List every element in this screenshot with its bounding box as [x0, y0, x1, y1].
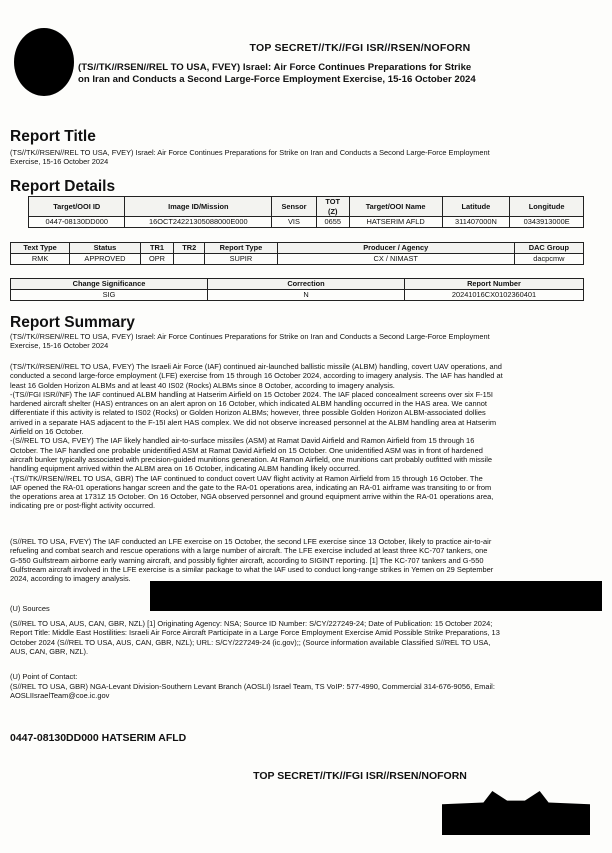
table-header: TOT (Z) [316, 197, 349, 217]
report-title-line-1: (TS//TK//RSEN//REL TO USA, FVEY) Israel: Air Force Continues Preparations for Strike on Iran and Conducts a Second Large-Force Employment [10, 148, 490, 157]
table-header: Latitude [442, 197, 510, 217]
report-title-heading: Report Title [10, 128, 96, 145]
text-line: October 2024 (S//REL TO USA, AUS, CAN, GBR, NZL); URL: S/CY/227249-24 (ic.gov);; (Source information available Classified S//REL TO USA, [10, 637, 491, 647]
summary-title-line-1: (TS//TK//RSEN//REL TO USA, FVEY) Israel: Air Force Continues Preparations for Strike on Iran and Conducts a Second Large-Force Employment [10, 332, 490, 341]
text-line: IAF opened the RA-01 operations hangar screen and the gate to the RA-01 operations area, indicating an RA-01 airframe was transiting to or from [10, 482, 492, 492]
poc-label: (U) Point of Contact: [10, 672, 78, 681]
table-cell: SUPIR [205, 254, 278, 265]
table-header: TR2 [174, 243, 205, 254]
table-cell: 0655 [316, 217, 349, 228]
redaction-blot [14, 28, 74, 96]
text-line: (TS//TK//RSEN//REL TO USA, FVEY) The Israeli Air Force (IAF) continued air-launched ballistic missile (ALBM) handling, covert UAV operations, and [10, 362, 502, 371]
text-line: (S//REL TO USA, FVEY) The IAF conducted an LFE exercise on 15 October, the second LFE exercise since 13 October, likely to practice air-to-air [10, 537, 492, 546]
text-line: handling equipment arrived within the ALBM area on 16 October, indicating ALBM handling likely occurred. [10, 464, 361, 474]
table-header-row [11, 243, 584, 254]
table-header: Text Type [11, 243, 70, 254]
details-table-1 [28, 196, 584, 228]
text-line: Report Title: Middle East Hostilities: Israeli Air Force Aircraft Participate in a Large Force Employment Exercise Amid Possible Strike Preparations, 13 [10, 628, 500, 638]
summary-title-line-2: Exercise, 15-16 October 2024 [10, 341, 109, 351]
text-line: the operations area at 1731Z 15 October. On 16 October, NGA observed personnel and ground equipment arrive within the RA-01 operations area, [10, 492, 494, 502]
table-cell: 16OCT24221305088000E000 [125, 217, 272, 228]
text-line: Gulfstream aircraft involved in the LFE exercise is a similar package to what the IAF used to conduct long-range strikes in Yemen on 29 September [10, 564, 494, 574]
classification-banner-top: TOP SECRET//TK//FGI ISR//RSEN/NOFORN [249, 42, 471, 54]
text-line: -(TS//TK//RSEN//REL TO USA, GBR) The IAF continued to conduct covert UAV flight activity at Ramon Airfield from 15 through 16 October. The [10, 473, 483, 483]
table-header: Target/OOI ID [29, 197, 125, 217]
table-row [29, 217, 584, 228]
headline-line-1: (TS//TK//RSEN//REL TO USA, FVEY) Israel: Air Force Continues Preparations for Strike [78, 62, 472, 73]
text-line: (S//REL TO USA, AUS, CAN, GBR, NZL) [1] Originating Agency: NSA; Source ID Number: S/CY/227249-24; Date of Publication: 15 October 2024; [10, 619, 493, 628]
table-cell: 0343913000E [510, 217, 584, 228]
text-line: arrived in a separate HAS adjacent to the F-15I alert HAS complex. We did not observe increased personnel at the ALBM handling area at Hatserim [10, 417, 497, 427]
table-header: Report Number [405, 279, 584, 290]
summary-paragraph-1 [10, 362, 602, 511]
details-table-3 [10, 278, 584, 301]
headline [78, 62, 548, 86]
target-footer-id: 0447-08130DD000 HATSERIM AFLD [10, 732, 187, 744]
sources-label: (U) Sources [10, 604, 50, 613]
text-line: least 16 Golden Horizon ALBMs and at least 40 IS02 (Rocks) ALBMs since 8 October, according to imagery analysis. [10, 380, 395, 390]
table-cell: OPR [140, 254, 174, 265]
text-line: October. The IAF handled one probable unidentified ASM at Ramat David Airfield on 15 October. One unidentified ASM was in front of hardened [10, 445, 483, 455]
summary-paragraph-2 [10, 537, 602, 583]
text-line: Airfield on 16 October. [10, 427, 84, 437]
table-cell: N [208, 290, 405, 301]
details-table-2 [10, 242, 584, 265]
text-line: -(TS//FGI ISR//NF) The IAF continued ALBM handling at Hatserim Airfield on 15 October 2024. The IAF placed concealment screens over six F-15I [10, 389, 493, 399]
classification-banner-bottom: TOP SECRET//TK//FGI ISR//RSEN/NOFORN [253, 770, 467, 782]
text-line: AOSLIIsraelTeam@coe.ic.gov [10, 691, 110, 701]
text-line: hardened aircraft shelter (HAS) entrances on an alert apron on 16 October, which indicated ALBM handling occurred in the HAS area. We cannot [10, 399, 487, 409]
table-cell: HATSERIM AFLD [349, 217, 442, 228]
text-line: AUS, CAN, GBR, NZL). [10, 646, 89, 656]
table-header: TR1 [140, 243, 174, 254]
report-title-line-2: Exercise, 15-16 October 2024 [10, 157, 109, 167]
text-line: 2024, according to imagery analysis. [10, 574, 131, 584]
table-cell: VIS [272, 217, 317, 228]
redaction-stamp [442, 791, 590, 835]
table-cell: CX / NIMAST [277, 254, 514, 265]
table-cell: APPROVED [70, 254, 140, 265]
table-header: Sensor [272, 197, 317, 217]
table-header: Producer / Agency [277, 243, 514, 254]
table-header-row [29, 197, 584, 217]
table-header: Longitude [510, 197, 584, 217]
report-summary-heading: Report Summary [10, 314, 135, 331]
table-cell: SIG [11, 290, 208, 301]
headline-line-2: on Iran and Conducts a Second Large-Force Employment Exercise, 15-16 October 2024 [78, 74, 476, 85]
table-header-row [11, 279, 584, 290]
text-line: (S//REL TO USA, GBR) NGA-Levant Division-Southern Levant Branch (AOSLI) Israel Team, TS VoIP: 577-4990, Commercial 314-676-9056, Email: [10, 682, 495, 691]
table-cell: 311407000N [442, 217, 510, 228]
text-line: conducted a second large-force employment (LFE) exercise from 15 through 16 October 2024, according to imagery analysis. The IAF has handled at [10, 371, 503, 381]
text-line: indicating pre or post-flight activity occurred. [10, 501, 156, 511]
text-line: -(S//REL TO USA, FVEY) The IAF likely handled air-to-surface missiles (ASM) at Ramat David Airfield and Ramon Airfield from 15 through 16 [10, 436, 475, 446]
table-header: Change Significance [11, 279, 208, 290]
report-summary-title [10, 332, 602, 351]
table-cell [174, 254, 205, 265]
table-header: Status [70, 243, 140, 254]
table-cell: 0447-08130DD000 [29, 217, 125, 228]
sources-text [10, 619, 602, 656]
table-row [11, 254, 584, 265]
table-header: Target/OOI Name [349, 197, 442, 217]
report-title-text [10, 148, 602, 167]
table-header: Report Type [205, 243, 278, 254]
table-cell: dacpcmw [514, 254, 583, 265]
table-header: Correction [208, 279, 405, 290]
table-header: DAC Group [514, 243, 583, 254]
table-row [11, 290, 584, 301]
report-details-heading: Report Details [10, 178, 116, 195]
text-line: refueling and combat search and rescue operations with a large number of aircraft. The LFE exercise included at least three KC-707 tankers, one [10, 546, 488, 556]
table-cell: RMK [11, 254, 70, 265]
text-line: aircraft bunker typically associated with precision-guided munitions generation. At Ramon Airfield, one munitions cart probably outfitted with missile [10, 454, 493, 464]
table-cell: 20241016CX0102360401 [405, 290, 584, 301]
text-line: G-550 Gulfstream airborne early warning aircraft, and possibly fighter aircraft, according to SIGINT reporting. [1] The KC-707 tankers and G-550 [10, 555, 484, 565]
text-line: differentiate if this activity is related to IS02 (Rocks) or Golden Horizon ALBMs; however, three possible Golden Horizon ALBM-associated dollies [10, 408, 486, 418]
table-header: Image ID/Mission [125, 197, 272, 217]
poc-text [10, 682, 602, 701]
